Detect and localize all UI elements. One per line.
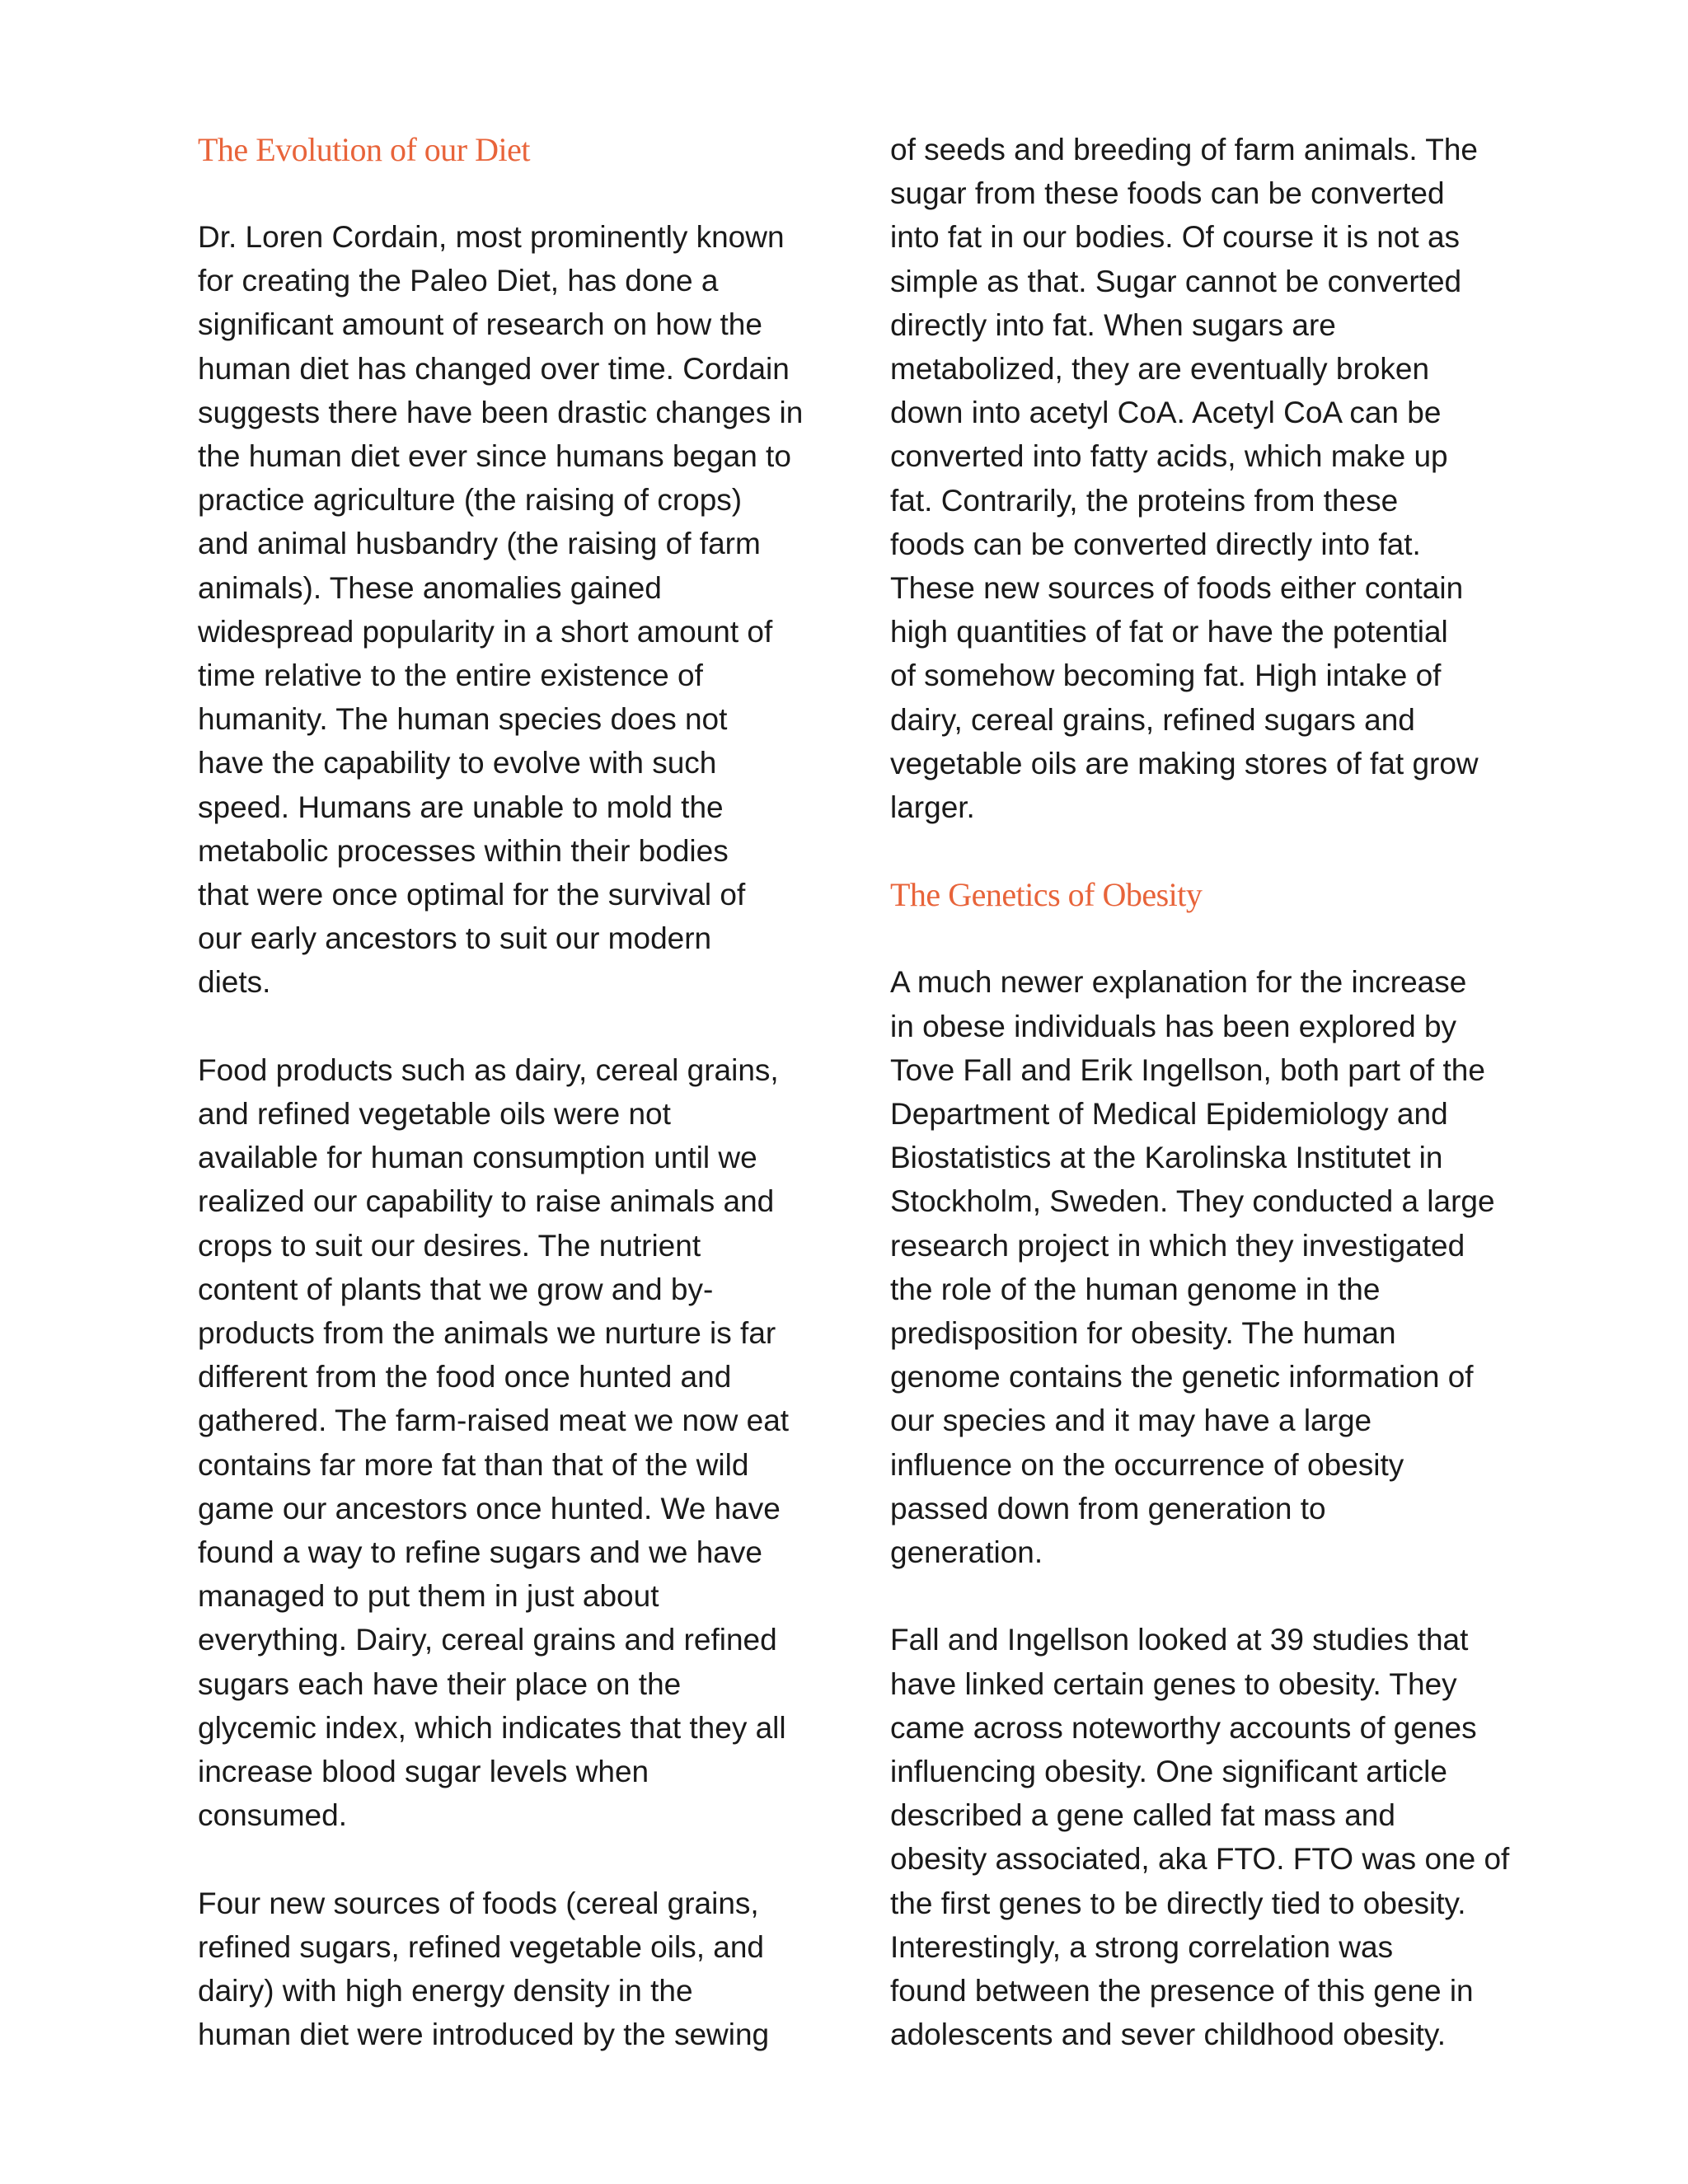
- text-line: contains far more fat than that of the wild: [198, 1447, 749, 1482]
- text-line: simple as that. Sugar cannot be converted: [890, 264, 1462, 298]
- text-line: Stockholm, Sweden. They conducted a large: [890, 1184, 1495, 1219]
- text-line: diets.: [198, 965, 271, 1000]
- text-line: dairy, cereal grains, refined sugars and: [890, 702, 1415, 737]
- text-line: influencing obesity. One significant article: [890, 1755, 1447, 1789]
- text-line: animals). These anomalies gained: [198, 570, 662, 605]
- text-line: have linked certain genes to obesity. They: [890, 1666, 1457, 1701]
- text-line: different from the food once hunted and: [198, 1360, 732, 1394]
- text-line: the first genes to be directly tied to obesity.: [890, 1886, 1466, 1920]
- text-line: refined sugars, refined vegetable oils, and: [198, 1929, 764, 1964]
- text-line: human diet has changed over time. Cordain: [198, 351, 790, 386]
- text-line: speed. Humans are unable to mold the: [198, 790, 724, 824]
- text-line: in obese individuals has been explored by: [890, 1009, 1457, 1043]
- text-line: crops to suit our desires. The nutrient: [198, 1228, 701, 1263]
- text-line: came across noteworthy accounts of genes: [890, 1710, 1477, 1745]
- text-line: Department of Medical Epidemiology and: [890, 1097, 1448, 1132]
- text-line: Dr. Loren Cordain, most prominently known: [198, 220, 785, 254]
- text-line: consumed.: [198, 1798, 347, 1833]
- text-line: our early ancestors to suit our modern: [198, 921, 712, 956]
- text-line: managed to put them in just about: [198, 1579, 659, 1614]
- text-line: genome contains the genetic information of: [890, 1360, 1474, 1394]
- paragraph: [198, 1882, 799, 2057]
- text-line: of seeds and breeding of farm animals. The: [890, 133, 1479, 166]
- text-line: dairy) with high energy density in the: [198, 1974, 693, 2008]
- text-line: realized our capability to raise animals and: [198, 1184, 775, 1219]
- text-line: suggests there have been drastic changes in: [198, 395, 804, 429]
- paragraph: [890, 128, 1500, 829]
- text-line: and refined vegetable oils were not: [198, 1097, 671, 1132]
- text-line: generation.: [890, 1535, 1043, 1570]
- text-line: gathered. The farm-raised meat we now eat: [198, 1404, 790, 1438]
- text-line: directly into fat. When sugars are: [890, 307, 1336, 342]
- text-line: high quantities of fat or have the potential: [890, 615, 1448, 649]
- text-line: of somehow becoming fat. High intake of: [890, 658, 1442, 693]
- text-line: human diet were introduced by the sewing: [198, 2018, 770, 2052]
- text-line: Biostatistics at the Karolinska Institutet in: [890, 1141, 1443, 1175]
- text-line: described a gene called fat mass and: [890, 1798, 1395, 1833]
- section-heading-evolution: The Evolution of our Diet: [198, 131, 530, 168]
- text-line: metabolic processes within their bodies: [198, 833, 729, 868]
- text-line: fat. Contrarily, the proteins from these: [890, 483, 1399, 518]
- text-line: content of plants that we grow and by-: [198, 1272, 714, 1306]
- text-line: sugars each have their place on the: [198, 1666, 682, 1701]
- text-line: Fall and Ingellson looked at 39 studies that: [890, 1623, 1469, 1657]
- paragraph: [890, 1618, 1510, 2056]
- text-line: into fat in our bodies. Of course it is not as: [890, 220, 1461, 255]
- text-line: A much newer explanation for the increase: [890, 965, 1467, 1000]
- text-line: Four new sources of foods (cereal grains,: [198, 1886, 759, 1920]
- text-line: found between the presence of this gene in: [890, 1974, 1474, 2008]
- text-line: our species and it may have a large: [890, 1404, 1372, 1438]
- text-line: glycemic index, which indicates that they all: [198, 1710, 786, 1745]
- text-line: down into acetyl CoA. Acetyl CoA can be: [890, 396, 1442, 430]
- text-line: metabolized, they are eventually broken: [890, 352, 1430, 387]
- right-column: [890, 128, 1510, 2101]
- text-line: Tove Fall and Erik Ingellson, both part of the: [890, 1052, 1485, 1087]
- text-line: influence on the occurrence of obesity: [890, 1447, 1404, 1482]
- text-line: These new sources of foods either contain: [890, 571, 1464, 606]
- text-line: Interestingly, a strong correlation was: [890, 1929, 1394, 1964]
- paragraph: [198, 1048, 799, 1838]
- text-line: foods can be converted directly into fat.: [890, 527, 1421, 561]
- text-line: predisposition for obesity. The human: [890, 1316, 1396, 1351]
- text-line: the human diet ever since humans began to: [198, 439, 791, 474]
- text-line: adolescents and sever childhood obesity.: [890, 2018, 1446, 2052]
- section-heading-genetics: The Genetics of Obesity: [890, 876, 1203, 914]
- text-line: vegetable oils are making stores of fat grow: [890, 746, 1479, 780]
- text-line: converted into fatty acids, which make up: [890, 439, 1448, 474]
- text-line: and animal husbandry (the raising of farm: [198, 527, 761, 561]
- text-line: for creating the Paleo Diet, has done a: [198, 264, 719, 298]
- left-column: [198, 128, 804, 2101]
- text-line: that were once optimal for the survival of: [198, 878, 746, 912]
- text-line: widespread popularity in a short amount of: [198, 614, 773, 649]
- text-line: have the capability to evolve with such: [198, 746, 717, 780]
- text-line: humanity. The human species does not: [198, 702, 728, 737]
- text-line: everything. Dairy, cereal grains and refined: [198, 1623, 777, 1657]
- text-line: time relative to the entire existence of: [198, 658, 703, 693]
- text-line: obesity associated, aka FTO. FTO was one of: [890, 1842, 1510, 1877]
- paragraph: [198, 215, 804, 1005]
- text-line: passed down from generation to: [890, 1491, 1326, 1526]
- text-line: products from the animals we nurture is far: [198, 1316, 776, 1351]
- text-line: Food products such as dairy, cereal grains,: [198, 1052, 779, 1087]
- text-line: practice agriculture (the raising of crops): [198, 483, 743, 518]
- text-line: the role of the human genome in the: [890, 1272, 1381, 1306]
- text-line: increase blood sugar levels when: [198, 1755, 649, 1789]
- paragraph: [890, 960, 1500, 1574]
- text-line: available for human consumption until we: [198, 1141, 757, 1175]
- text-line: research project in which they investigated: [890, 1228, 1465, 1263]
- text-line: significant amount of research on how the: [198, 307, 762, 342]
- text-line: game our ancestors once hunted. We have: [198, 1491, 781, 1526]
- text-line: sugar from these foods can be converted: [890, 176, 1445, 211]
- text-line: found a way to refine sugars and we have: [198, 1535, 762, 1570]
- text-line: larger.: [890, 790, 975, 825]
